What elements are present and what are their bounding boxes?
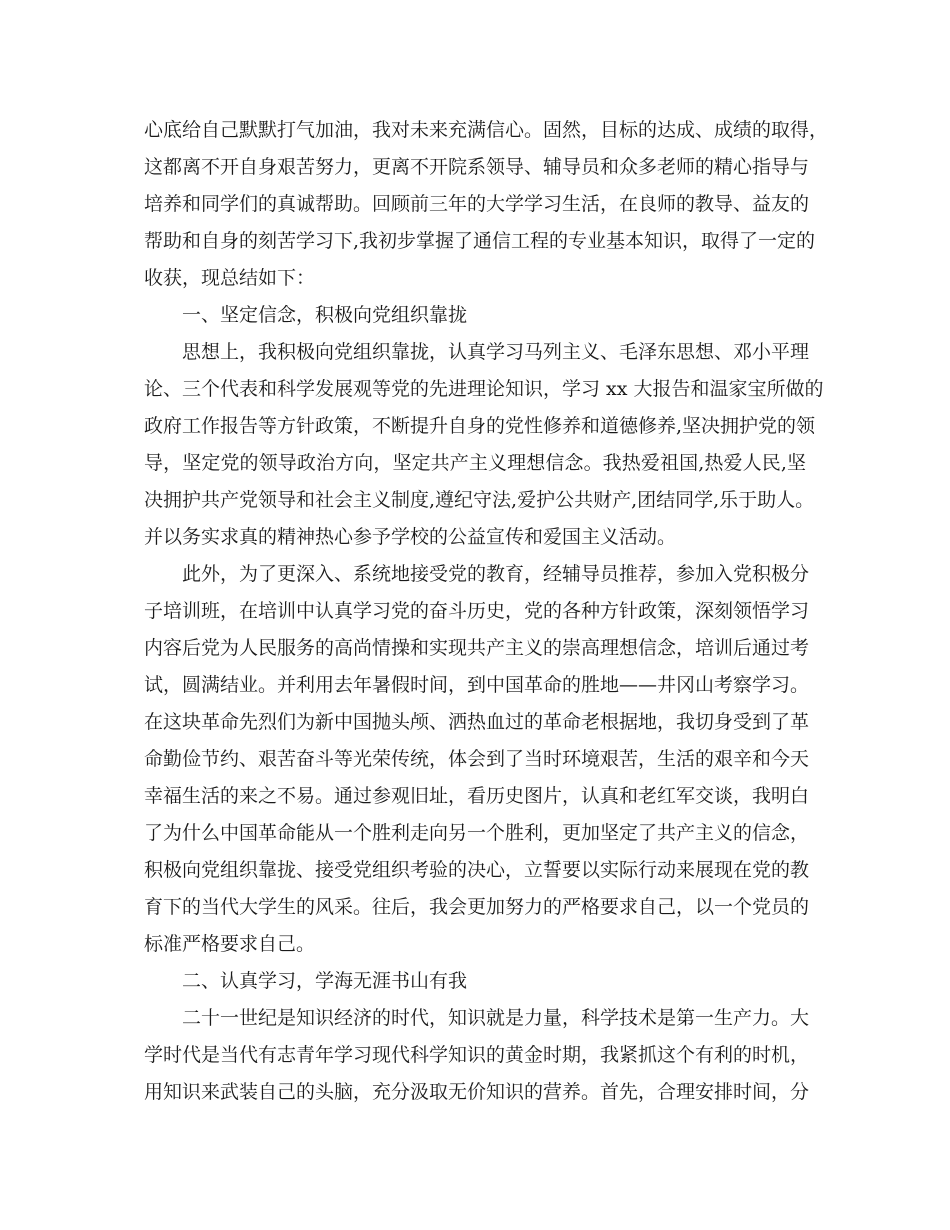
text-line: 心底给自己默默打气加油，我对未来充满信心。固然，目标的达成、成绩的取得， [144,119,829,141]
text-line: 导，坚定党的领导政治方向，坚定共产主义理想信念。我热爱祖国,热爱人民,坚 [144,452,806,474]
text-line: 育下的当代大学生的风采。往后，我会更加努力的严格要求自己，以一个党员的 [144,896,810,918]
text-line: 此外，为了更深入、系统地接受党的教育，经辅导员推荐，参加入党积极分 [182,563,810,585]
text-line: 收获，现总结如下： [144,267,316,289]
text-line: 政府工作报告等方针政策，不断提升自身的党性修养和道德修养,坚决拥护党的领 [144,415,816,437]
text-line: 子培训班，在培训中认真学习党的奋斗历史，党的各种方针政策，深刻领悟学习 [144,600,810,622]
text-line: 思想上，我积极向党组织靠拢，认真学习马列主义、毛泽东思想、邓小平理 [182,341,810,363]
text-line: 这都离不开自身艰苦努力，更离不开院系领导、辅导员和众多老师的精心指导与 [144,156,810,178]
text-line: 二十一世纪是知识经济的时代，知识就是力量，科学技术是第一生产力。大 [182,1007,810,1029]
text-line: 论、三个代表和科学发展观等党的先进理论知识，学习 xx 大报告和温家宝所做的 [144,378,824,400]
text-line: 在这块革命先烈们为新中国抛头颅、洒热血过的革命老根据地，我切身受到了革 [144,711,810,733]
text-line: 并以务实求真的精神热心参予学校的公益宣传和爱国主义活动。 [144,526,677,548]
body-text [144,112,829,1111]
text-line: 试，圆满结业。并利用去年暑假时间，到中国革命的胜地——井冈山考察学习。 [144,674,810,696]
text-line: 积极向党组织靠拢、接受党组织考验的决心，立誓要以实际行动来展现在党的教 [144,859,810,881]
text-line: 帮助和自身的刻苦学习下,我初步掌握了通信工程的专业基本知识，取得了一定的 [144,230,816,252]
text-line: 了为什么中国革命能从一个胜利走向另一个胜利，更加坚定了共产主义的信念， [144,822,810,844]
text-line: 标准严格要求自己。 [144,933,316,955]
text-line: 决拥护共产党领导和社会主义制度,遵纪守法,爱护公共财产,团结同学,乐于助人。 [144,489,815,511]
section-heading-2: 二、认真学习，学海无涯书山有我 [182,970,468,992]
text-line: 学时代是当代有志青年学习现代科学知识的黄金时期，我紧抓这个有利的时机， [144,1044,810,1066]
text-line: 幸福生活的来之不易。通过参观旧址，看历史图片，认真和老红军交谈，我明白 [144,785,810,807]
text-line: 命勤俭节约、艰苦奋斗等光荣传统，体会到了当时环境艰苦，生活的艰辛和今天 [144,748,810,770]
text-line: 用知识来武装自己的头脑，充分汲取无价知识的营养。首先，合理安排时间，分 [144,1081,810,1103]
text-line: 培养和同学们的真诚帮助。回顾前三年的大学学习生活，在良师的教导、益友的 [144,193,810,215]
section-heading-1: 一、坚定信念，积极向党组织靠拢 [182,304,468,326]
text-line: 内容后党为人民服务的高尚情操和实现共产主义的崇高理想信念，培训后通过考 [144,637,810,659]
